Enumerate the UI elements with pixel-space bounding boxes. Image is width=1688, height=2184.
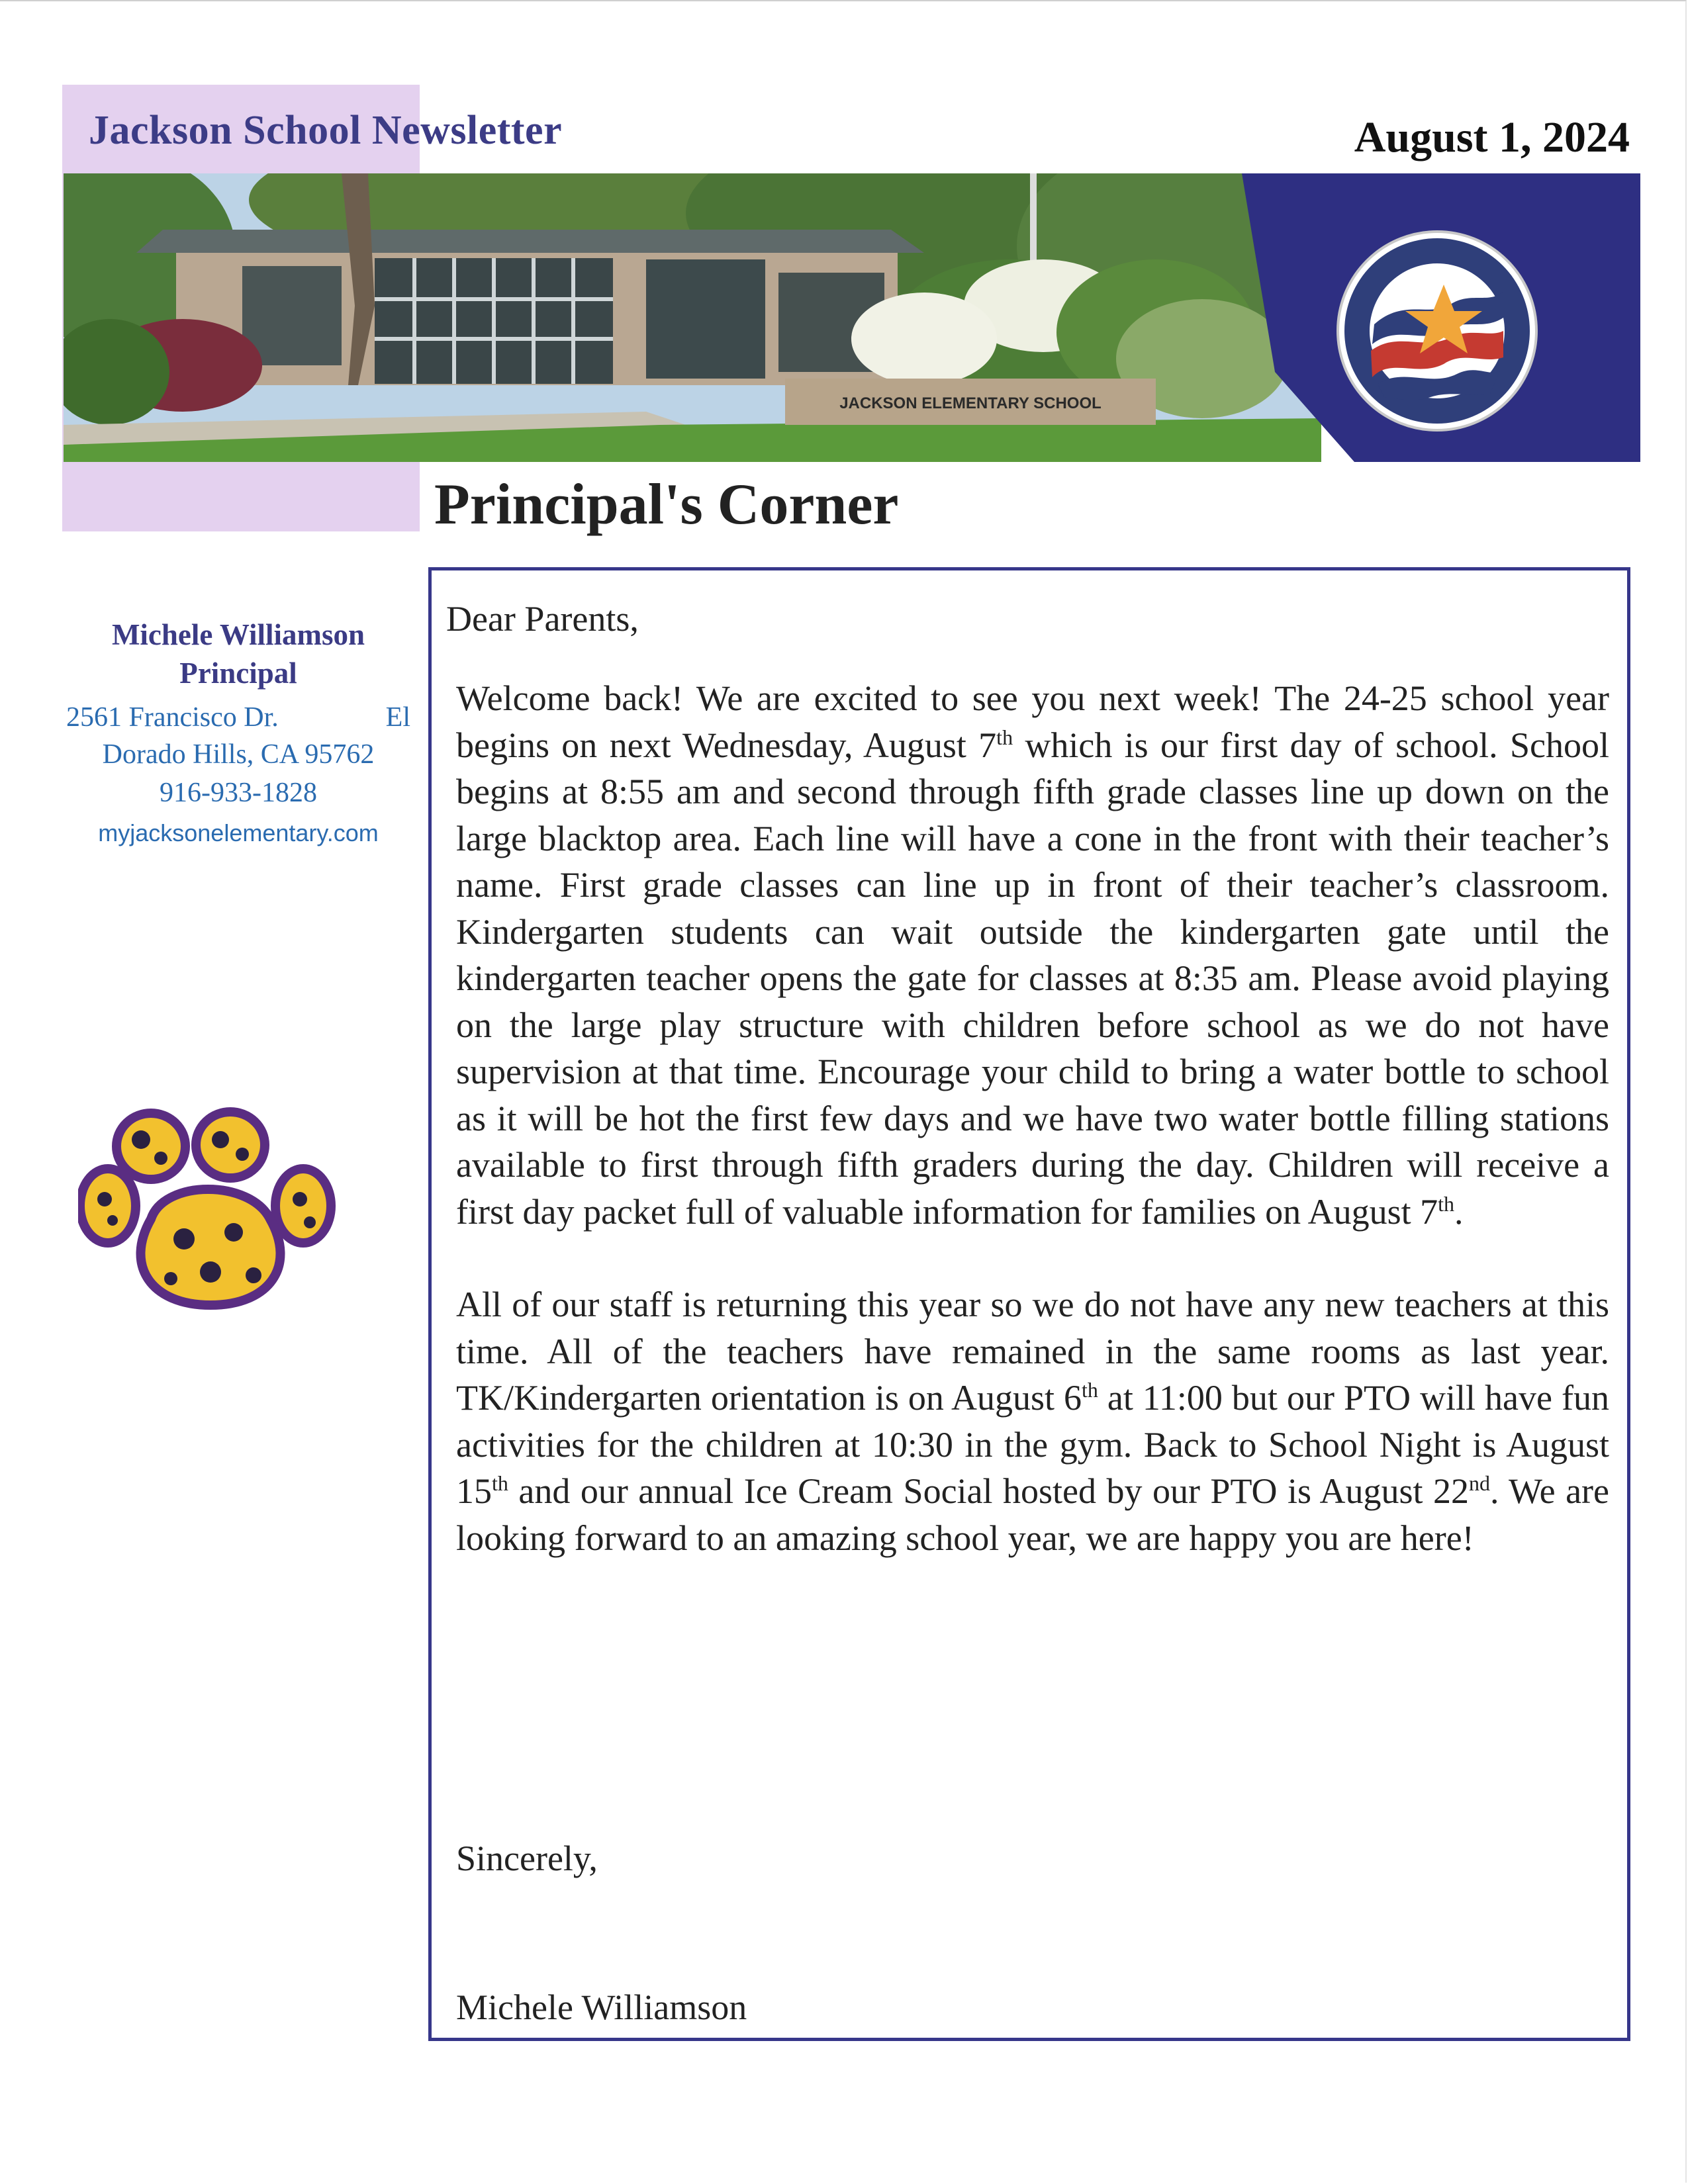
signature: Michele Williamson bbox=[456, 1987, 747, 2027]
address-street-end: El bbox=[385, 702, 410, 733]
school-banner bbox=[64, 173, 1640, 462]
letter-box bbox=[428, 567, 1630, 2041]
section-title: Principal's Corner bbox=[434, 473, 899, 537]
california-distinguished-school-seal-icon bbox=[1338, 232, 1536, 430]
letter-body bbox=[456, 675, 1609, 1608]
principal-role: Principal bbox=[179, 657, 297, 690]
paragraph-2: All of our staff is returning this year so we do not have any new teachers at this time. All of the teachers have remained in the same rooms as last year. TK/Kindergarten orientation is on August 6th at 11:00 but our PTO will have fun activities for the children at 10:30 in the gym. Back to School Night is August 15th and our annual Ice Cream Social hosted by our PTO is August 22nd. We are looking forward to an amazing school year, we are happy you are here! bbox=[456, 1285, 1609, 1558]
website-link[interactable]: myjacksonelementary.com bbox=[98, 819, 379, 846]
address bbox=[60, 699, 417, 773]
principal-contact bbox=[60, 615, 417, 854]
banner-photo bbox=[64, 173, 1640, 462]
paragraph-1: Welcome back! We are excited to see you next week! The 24-25 school year begins on next Wednesday, August 7th which is our first day of school. School begins at 8:55 am and second through fifth grade classes line up down on the large blacktop area. Each line will have a cone in the front with their teacher’s name. First grade classes can line up in front of their teacher’s classroom. Kindergarten students can wait outside the kindergarten gate until the kindergarten teacher opens the gate for classes at 8:35 am. Please avoid playing on the large play structure with children before school as we do not have supervision at that time. Encourage your child to bring a water bottle to school as it will be hot the first few days and we have two water bottle filling stations available to first through fifth graders during the day. Children will receive a first day packet full of valuable information for families on August 7th. bbox=[456, 678, 1609, 1232]
school-sign-text: JACKSON ELEMENTARY SCHOOL bbox=[839, 394, 1102, 412]
salutation: Dear Parents, bbox=[446, 599, 639, 639]
phone-number: 916-933-1828 bbox=[160, 778, 317, 808]
closing: Sincerely, bbox=[456, 1839, 598, 1878]
paw-print-icon bbox=[78, 1107, 343, 1318]
address-street: 2561 Francisco Dr. bbox=[66, 702, 279, 733]
newsletter-date: August 1, 2024 bbox=[1354, 113, 1630, 161]
newsletter-title: Jackson School Newsletter bbox=[89, 108, 563, 153]
principal-name: Michele Williamson bbox=[111, 618, 365, 651]
address-city: Dorado Hills, CA 95762 bbox=[102, 739, 375, 770]
